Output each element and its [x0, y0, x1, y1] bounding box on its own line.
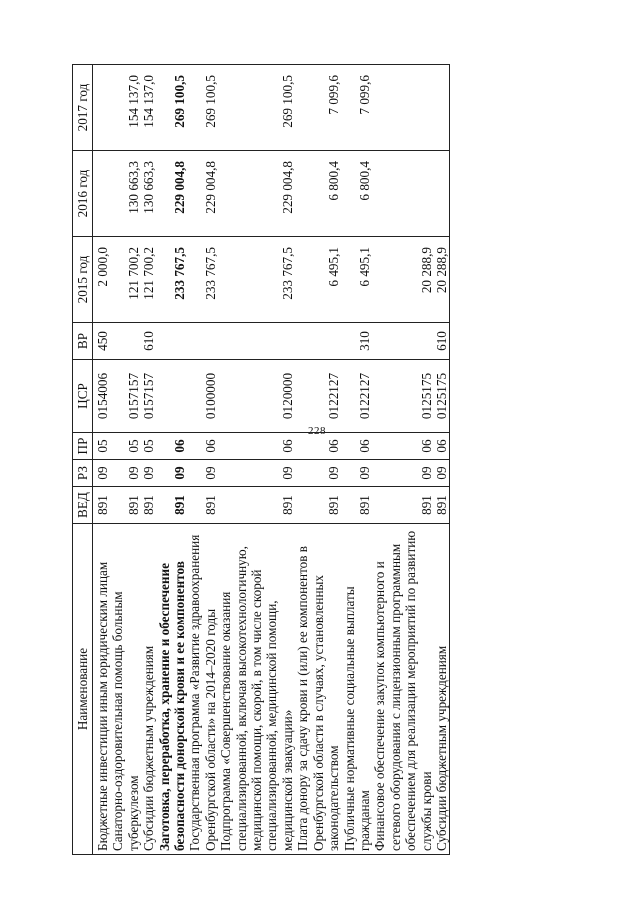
cell-vr: 610 [141, 323, 156, 360]
cell-2015: 233 767,5 [187, 237, 218, 323]
cell-2015: 121 700,2 [141, 237, 156, 323]
table-header-row [73, 65, 93, 855]
table-row [141, 65, 156, 855]
cell-2016 [372, 151, 434, 237]
header-2015: 2015 год [73, 237, 93, 323]
header-ved: ВЕД [73, 487, 93, 524]
cell-ved: 891 [434, 487, 450, 524]
cell-vr: 310 [342, 323, 373, 360]
cell-rz: 09 [434, 460, 450, 487]
cell-pr: 06 [187, 433, 218, 460]
table-row [187, 65, 218, 855]
cell-rz: 09 [342, 460, 373, 487]
header-rz: РЗ [73, 460, 93, 487]
cell-name: Бюджетные инвестиции иным юридическим лицам [93, 524, 111, 855]
table-row [93, 65, 111, 855]
cell-2015: 233 767,5 [157, 237, 188, 323]
header-2017: 2017 год [73, 65, 93, 151]
cell-2016 [93, 151, 111, 237]
cell-2015: 6 495,1 [342, 237, 373, 323]
cell-2015: 2 000,0 [93, 237, 111, 323]
cell-2016: 6 800,4 [342, 151, 373, 237]
table-row [372, 65, 434, 855]
cell-vr [295, 323, 341, 360]
cell-2015: 20 288,9 [372, 237, 434, 323]
cell-2015: 20 288,9 [434, 237, 450, 323]
header-name: Наименование [73, 524, 93, 855]
cell-name: Государственная программа «Развитие здравоохранения Оренбургской области» на 2014–2020 годы [187, 524, 218, 855]
cell-rz: 09 [218, 460, 295, 487]
table-row [218, 65, 295, 855]
cell-rz: 09 [157, 460, 188, 487]
cell-vr: 610 [434, 323, 450, 360]
cell-2017: 154 137,0 [110, 65, 141, 151]
cell-name: Санаторно-оздоровительная помощь больным туберкулезом [110, 524, 141, 855]
cell-vr [218, 323, 295, 360]
cell-pr: 06 [157, 433, 188, 460]
cell-rz: 09 [110, 460, 141, 487]
cell-2016: 229 004,8 [218, 151, 295, 237]
budget-table [72, 64, 450, 855]
cell-vr [372, 323, 434, 360]
cell-vr [157, 323, 188, 360]
cell-pr: 05 [110, 433, 141, 460]
cell-ved: 891 [110, 487, 141, 524]
cell-pr: 06 [295, 433, 341, 460]
cell-rz: 09 [187, 460, 218, 487]
cell-2015: 121 700,2 [110, 237, 141, 323]
table-row [434, 65, 450, 855]
cell-rz: 09 [295, 460, 341, 487]
cell-csr: 0125175 [434, 360, 450, 433]
cell-2016: 229 004,8 [187, 151, 218, 237]
cell-2016: 6 800,4 [295, 151, 341, 237]
cell-csr: 0157157 [141, 360, 156, 433]
header-2016: 2016 год [73, 151, 93, 237]
cell-csr [157, 360, 188, 433]
cell-name: Подпрограмма «Совершенствование оказания специализированной, включая высокотехнологичную, медицинской помощи, скорой, в том числе скорой специализированной, медицинской помощи, медицинской эвакуации» [218, 524, 295, 855]
cell-name: Публичные нормативные социальные выплаты гражданам [342, 524, 373, 855]
cell-2017: 269 100,5 [218, 65, 295, 151]
cell-ved: 891 [295, 487, 341, 524]
cell-csr: 0125175 [372, 360, 434, 433]
cell-csr: 0120000 [218, 360, 295, 433]
cell-vr [110, 323, 141, 360]
cell-pr: 06 [372, 433, 434, 460]
cell-csr: 0100000 [187, 360, 218, 433]
cell-ved: 891 [218, 487, 295, 524]
header-csr: ЦСР [73, 360, 93, 433]
cell-pr: 06 [218, 433, 295, 460]
cell-2017: 7 099,6 [342, 65, 373, 151]
cell-2016: 130 663,3 [110, 151, 141, 237]
cell-name: Заготовка, переработка, хранение и обеспечение безопасности донорской крови и ее компонентов [157, 524, 188, 855]
cell-name: Субсидии бюджетным учреждениям [141, 524, 156, 855]
cell-ved: 891 [372, 487, 434, 524]
cell-ved: 891 [157, 487, 188, 524]
header-pr: ПР [73, 433, 93, 460]
cell-2016: 229 004,8 [157, 151, 188, 237]
cell-2015: 6 495,1 [295, 237, 341, 323]
cell-name: Финансовое обеспечение закупок компьютерного и сетевого оборудования с лицензионным программным обеспечением для реализации мероприятий по развитию службы крови [372, 524, 434, 855]
cell-csr: 0157157 [110, 360, 141, 433]
cell-ved: 891 [93, 487, 111, 524]
cell-name: Субсидии бюджетным учреждениям [434, 524, 450, 855]
budget-table-rotated [72, 65, 640, 855]
cell-name: Плата донору за сдачу крови и (или) ее компонентов в Оренбургской области в случаях, установленных законодательством [295, 524, 341, 855]
cell-ved: 891 [141, 487, 156, 524]
cell-csr: 0122127 [342, 360, 373, 433]
table-row [157, 65, 188, 855]
cell-pr: 05 [141, 433, 156, 460]
cell-pr: 06 [342, 433, 373, 460]
cell-2017: 269 100,5 [187, 65, 218, 151]
cell-2017: 154 137,0 [141, 65, 156, 151]
cell-2015: 233 767,5 [218, 237, 295, 323]
cell-2017: 7 099,6 [295, 65, 341, 151]
cell-2016: 130 663,3 [141, 151, 156, 237]
table-row [295, 65, 341, 855]
cell-ved: 891 [342, 487, 373, 524]
cell-2017 [372, 65, 434, 151]
page-number: 228 [308, 425, 326, 437]
cell-vr: 450 [93, 323, 111, 360]
cell-csr: 0122127 [295, 360, 341, 433]
cell-csr: 0154006 [93, 360, 111, 433]
cell-vr [187, 323, 218, 360]
cell-2017 [434, 65, 450, 151]
cell-2017 [93, 65, 111, 151]
cell-rz: 09 [372, 460, 434, 487]
table-row [110, 65, 141, 855]
cell-rz: 09 [141, 460, 156, 487]
table-row [342, 65, 373, 855]
cell-pr: 06 [434, 433, 450, 460]
cell-ved: 891 [187, 487, 218, 524]
cell-pr: 05 [93, 433, 111, 460]
cell-2016 [434, 151, 450, 237]
table-body [93, 65, 450, 855]
header-vr: ВР [73, 323, 93, 360]
cell-rz: 09 [93, 460, 111, 487]
cell-2017: 269 100,5 [157, 65, 188, 151]
